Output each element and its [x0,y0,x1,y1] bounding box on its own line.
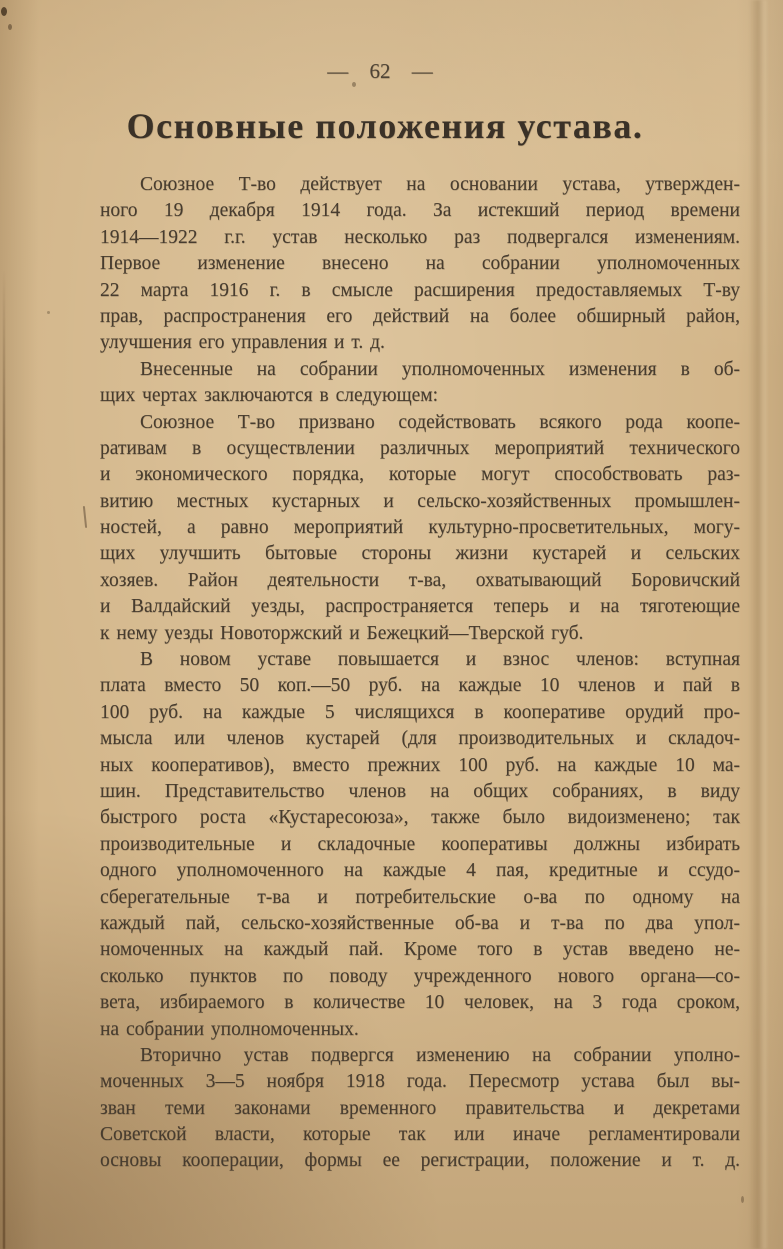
right-fold-crease [749,0,769,1249]
text-line: каждый пай, сельско-хозяйственные об-ва и т-ва по два упол- [100,912,740,934]
paragraph [100,357,740,410]
text-line: улучшения его управления и т. д. [100,332,385,354]
text-line: ностей, а равно мероприятий культурно-просветительных, могу- [100,517,740,539]
text-line: плата вместо 50 коп.—50 руб. на каждые 10 членов и пай в [100,675,740,697]
text-line: к нему уезды Новоторжский и Бежецкий—Тверской губ. [100,622,584,644]
text-line: хозяев. Район деятельности т-ва, охватывающий Боровичский [100,569,740,591]
text-line: ных кооперативов), вместо прежних 100 руб. на каждые 10 ма- [100,754,740,776]
text-line: Союзное Т-во действует на основании устава, утвержден- [140,174,740,195]
text-line: одного уполномоченного на каждые 4 пая, кредитные и ссудо- [100,860,740,882]
text-line: сберегательные т-ва и потребительские о-ва по одному на [100,886,740,908]
page-title: Основные положения устава. [126,106,644,146]
left-edge-crease [3,270,5,1249]
text-line: номоченных на каждый пай. Кроме того в устав введено не- [100,939,740,961]
paragraph [100,647,740,1043]
text-line: ного 19 декабря 1914 года. За истекший период времени [100,200,740,222]
text-line: витию местных кустарных и сельско-хозяйственных промышлен- [100,490,740,512]
body-text [100,172,740,1175]
paper-speck [741,1196,744,1203]
text-line: моченных 3—5 ноября 1918 года. Пересмотр устава был вы- [100,1071,740,1093]
text-line: быстрого роста «Кустаресоюза», также было видоизменено; так [100,807,740,829]
text-line: сколько пунктов по поводу учрежденного нового органа—со- [100,965,740,987]
text-line: 22 марта 1916 г. в смысле расширения предоставляемых Т-ву [100,279,740,301]
text-line: и экономического порядка, которые могут способствовать раз- [100,464,740,486]
text-line: зван теми законами временного правительства и декретами [100,1097,740,1119]
text-line: Вторично устав подвергся изменению на собрании уполно- [140,1044,740,1066]
text-line: шин. Представительство членов на общих собраниях, в виду [100,780,740,802]
paragraph [100,410,740,648]
paper-speck [1,7,7,16]
text-line: на собрании уполномоченных. [100,1018,359,1040]
text-line: щих улучшить бытовые стороны жизни кустарей и сельских [100,543,740,565]
text-line: Первое изменение внесено на собрании уполномоченных [100,253,740,275]
text-line: производительные и складочные кооперативы должны избирать [100,833,740,855]
text-line: основы кооперации, формы ее регистрации, положение и т. д. [100,1150,740,1172]
text-line: Советской власти, которые так или иначе регламентировали [100,1124,740,1146]
text-line: ративам в осуществлении различных мероприятий технического [100,437,740,459]
paragraph [100,172,740,357]
paragraph [100,1043,740,1175]
text-line: В новом уставе повышается и взнос членов: вступная [140,649,740,671]
text-line: щих чертах заключаются в следующем: [100,385,439,407]
text-line: Союзное Т-во призвано содействовать всякого рода коопе- [140,411,740,433]
paper-speck [47,311,50,314]
paper-speck [8,24,12,30]
text-line: и Валдайский уезды, распространяется теперь и на тяготеющие [100,596,740,618]
text-line: Внесенные на собрании уполномоченных изменения в об- [140,358,740,380]
text-line: 1914—1922 г.г. устав несколько раз подвергался изменениям. [100,226,740,248]
text-line: 100 руб. на каждые 5 числящихся в кооперативе орудий про- [100,701,740,723]
margin-mark [83,506,87,528]
text-line: вета, избираемого в количестве 10 человек, на 3 года сроком, [100,992,740,1014]
text-line: прав, распространения его действий на более обширный район, [100,305,740,327]
page-number: — 62 — [327,59,433,83]
text-line: мысла или членов кустарей (для производительных и складоч- [100,728,740,750]
